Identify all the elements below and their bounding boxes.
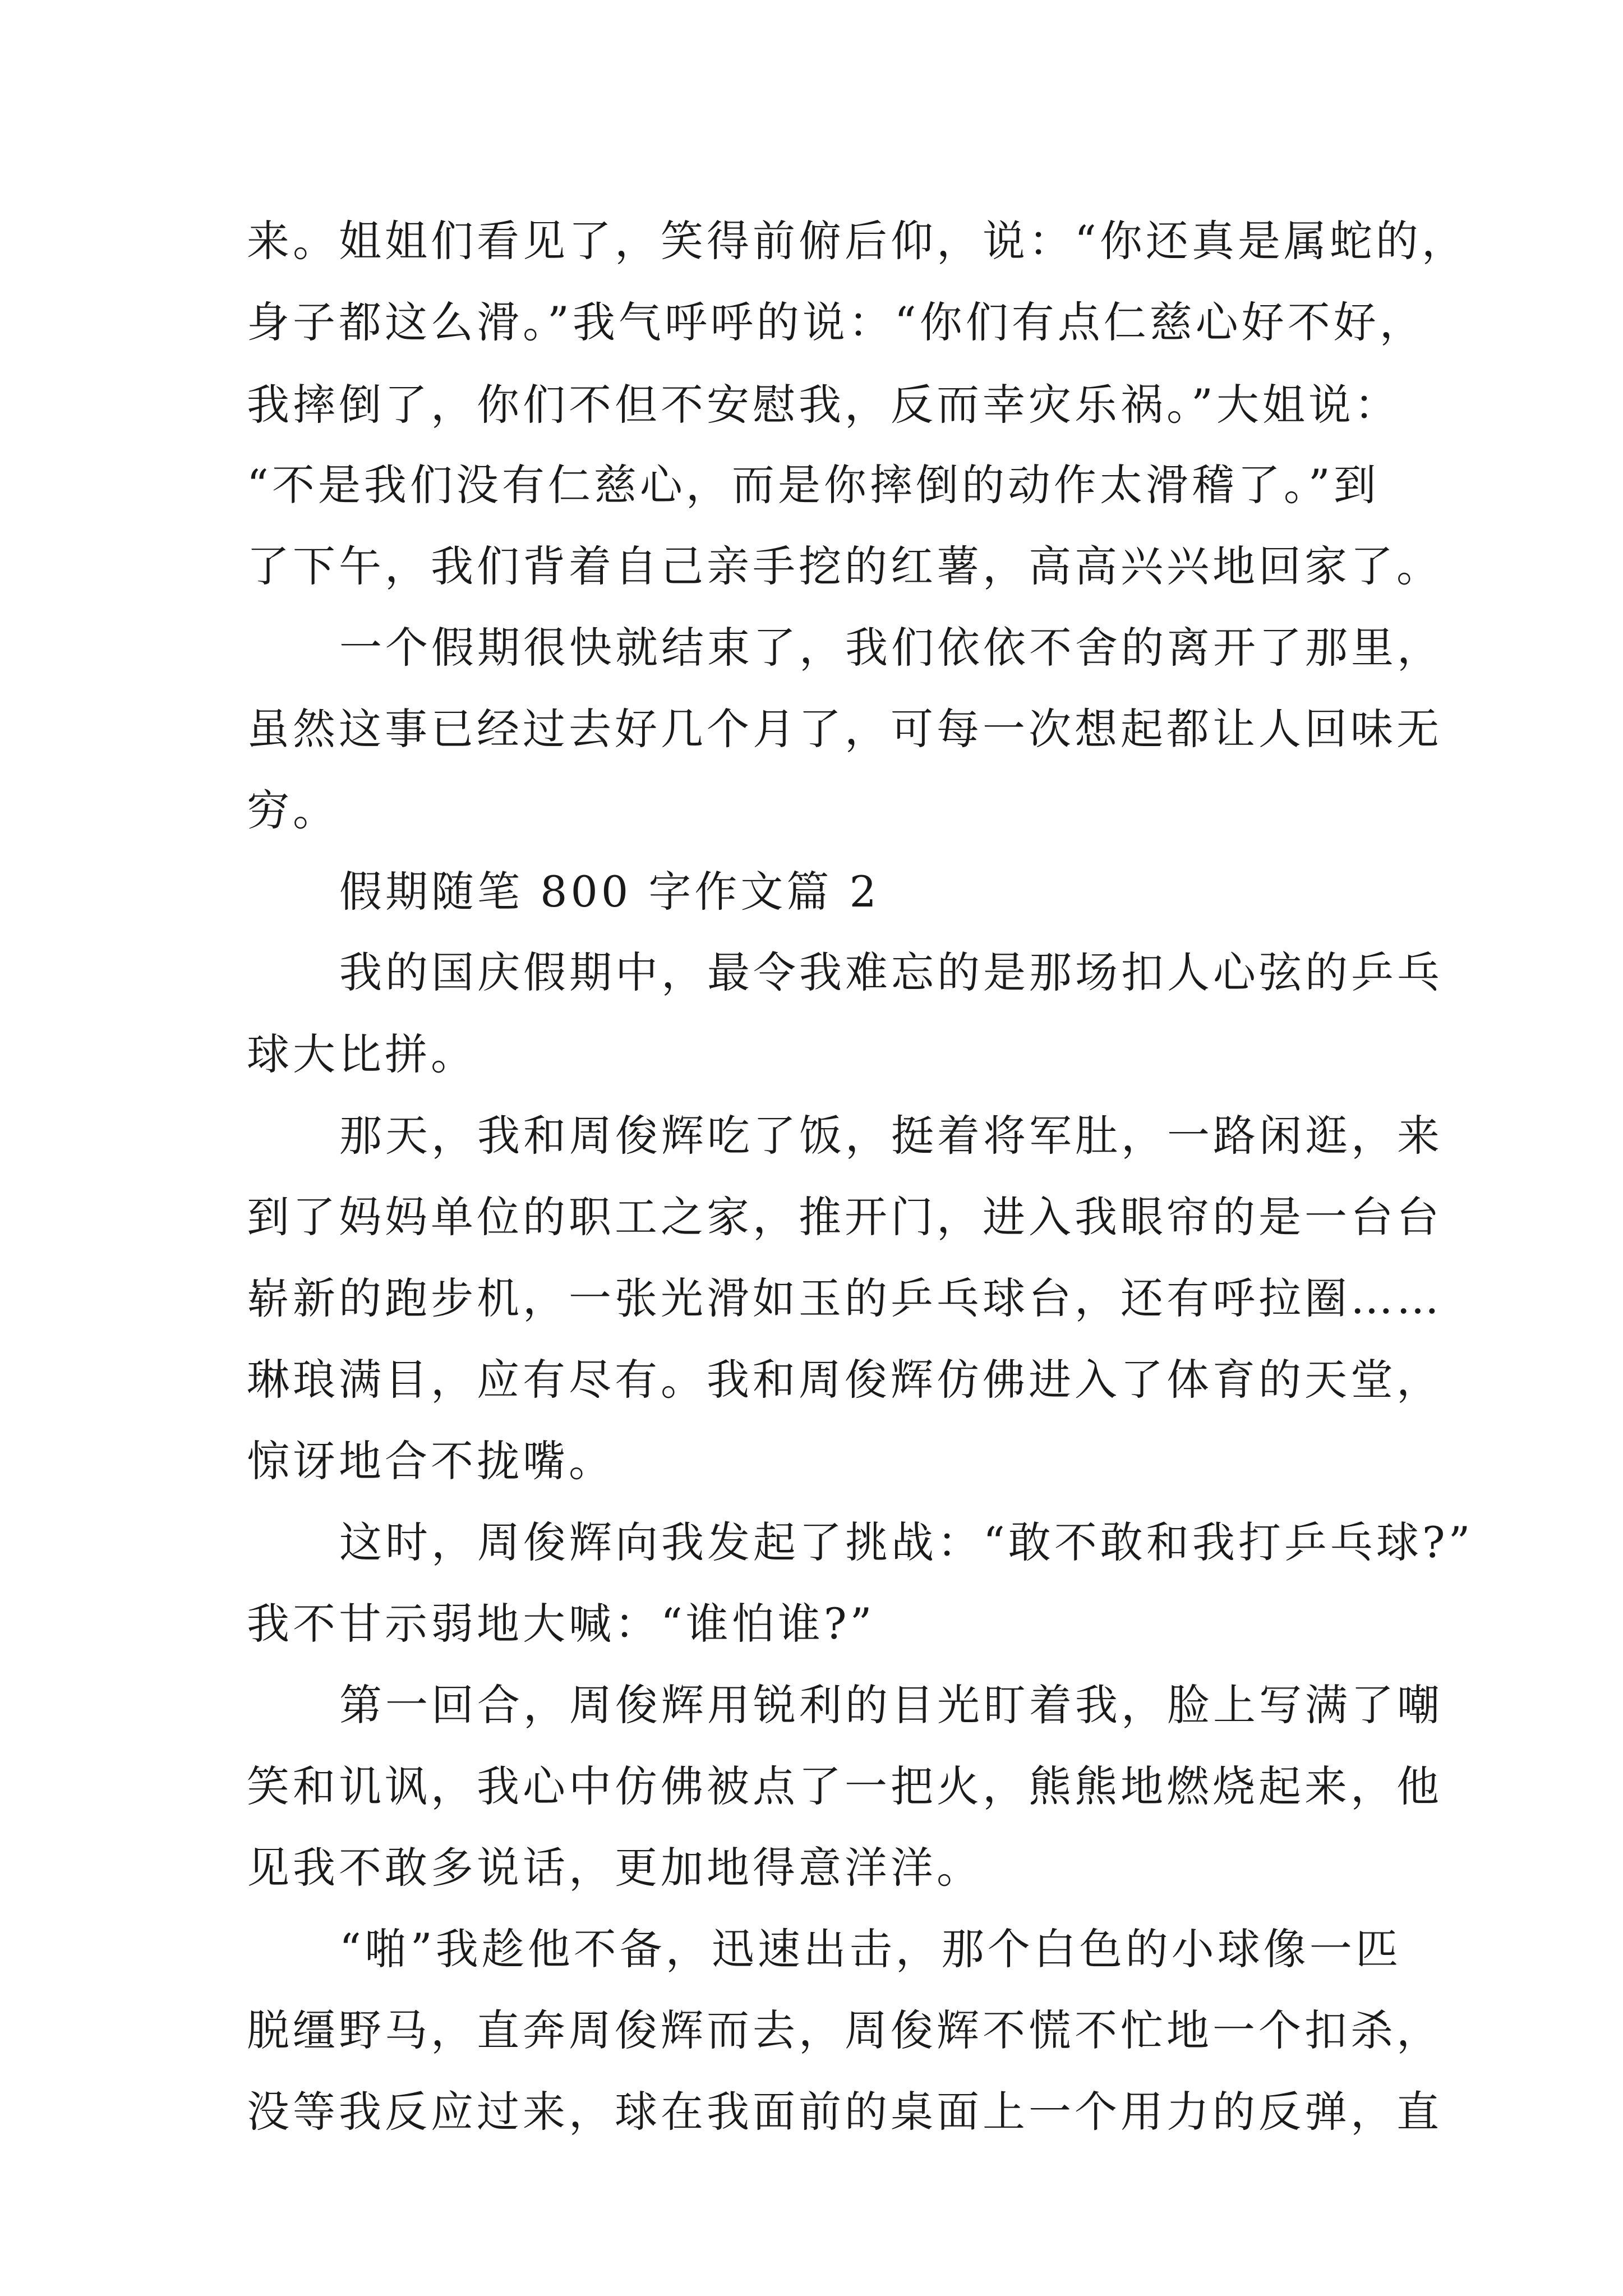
paragraph-first-line: “啪”我趁他不备，迅速出击，那个白色的小球像一匹	[339, 1924, 1401, 1974]
text-line: 我摔倒了，你们不但不安慰我，反而幸灾乐祸。”大姐说：	[247, 380, 1400, 430]
text-line: 我不甘示弱地大喊：“谁怕谁?”	[247, 1599, 875, 1649]
paragraph-first-line: 那天，我和周俊辉吃了饭，挺着将军肚，一路闲逛，来	[339, 1111, 1443, 1161]
text-line: 身子都这么滑。”我气呼呼的说：“你们有点仁慈心好不好，	[247, 297, 1426, 347]
paragraph-first-line: 这时，周俊辉向我发起了挑战：“敢不敢和我打乒乓球?”	[339, 1517, 1474, 1567]
text-line: 球大比拼。	[247, 1029, 477, 1079]
text-line: 脱缰野马，直奔周俊辉而去，周俊辉不慌不忙地一个扣杀，	[247, 2005, 1442, 2055]
text-line: 虽然这事已经过去好几个月了，可每一次想起都让人回味无	[247, 704, 1442, 754]
text-line: 见我不敢多说话，更加地得意洋洋。	[247, 1843, 983, 1893]
text-line: 笑和讥讽，我心中仿佛被点了一把火，熊熊地燃烧起来，他	[247, 1761, 1442, 1811]
paragraph-first-line: 我的国庆假期中，最令我难忘的是那场扣人心弦的乒乓	[339, 947, 1443, 997]
text-line: 来。姐姐们看见了，笑得前俯后仰，说：“你还真是属蛇的，	[247, 216, 1468, 266]
text-line: “不是我们没有仁慈心，而是你摔倒的动作太滑稽了。”到	[247, 460, 1380, 510]
text-line: 琳琅满目，应有尽有。我和周俊辉仿佛进入了体育的天堂，	[247, 1355, 1442, 1405]
text-line: 了下午，我们背着自己亲手挖的红薯，高高兴兴地回家了。	[247, 541, 1442, 591]
paragraph-first-line: 第一回合，周俊辉用锐利的目光盯着我，脸上写满了嘲	[339, 1680, 1443, 1730]
text-line: 崭新的跑步机，一张光滑如玉的乒乓球台，还有呼拉圈……	[247, 1273, 1442, 1323]
text-line: 没等我反应过来，球在我面前的桌面上一个用力的反弹，直	[247, 2087, 1442, 2137]
text-line: 惊讶地合不拢嘴。	[247, 1436, 615, 1486]
text-line: 穷。	[247, 785, 339, 835]
paragraph-first-line: 一个假期很快就结束了，我们依依不舍的离开了那里，	[339, 623, 1443, 673]
text-line: 到了妈妈单位的职工之家，推开门，进入我眼帘的是一台台	[247, 1192, 1442, 1242]
section-heading: 假期随笔 800 字作文篇 2	[339, 867, 880, 917]
